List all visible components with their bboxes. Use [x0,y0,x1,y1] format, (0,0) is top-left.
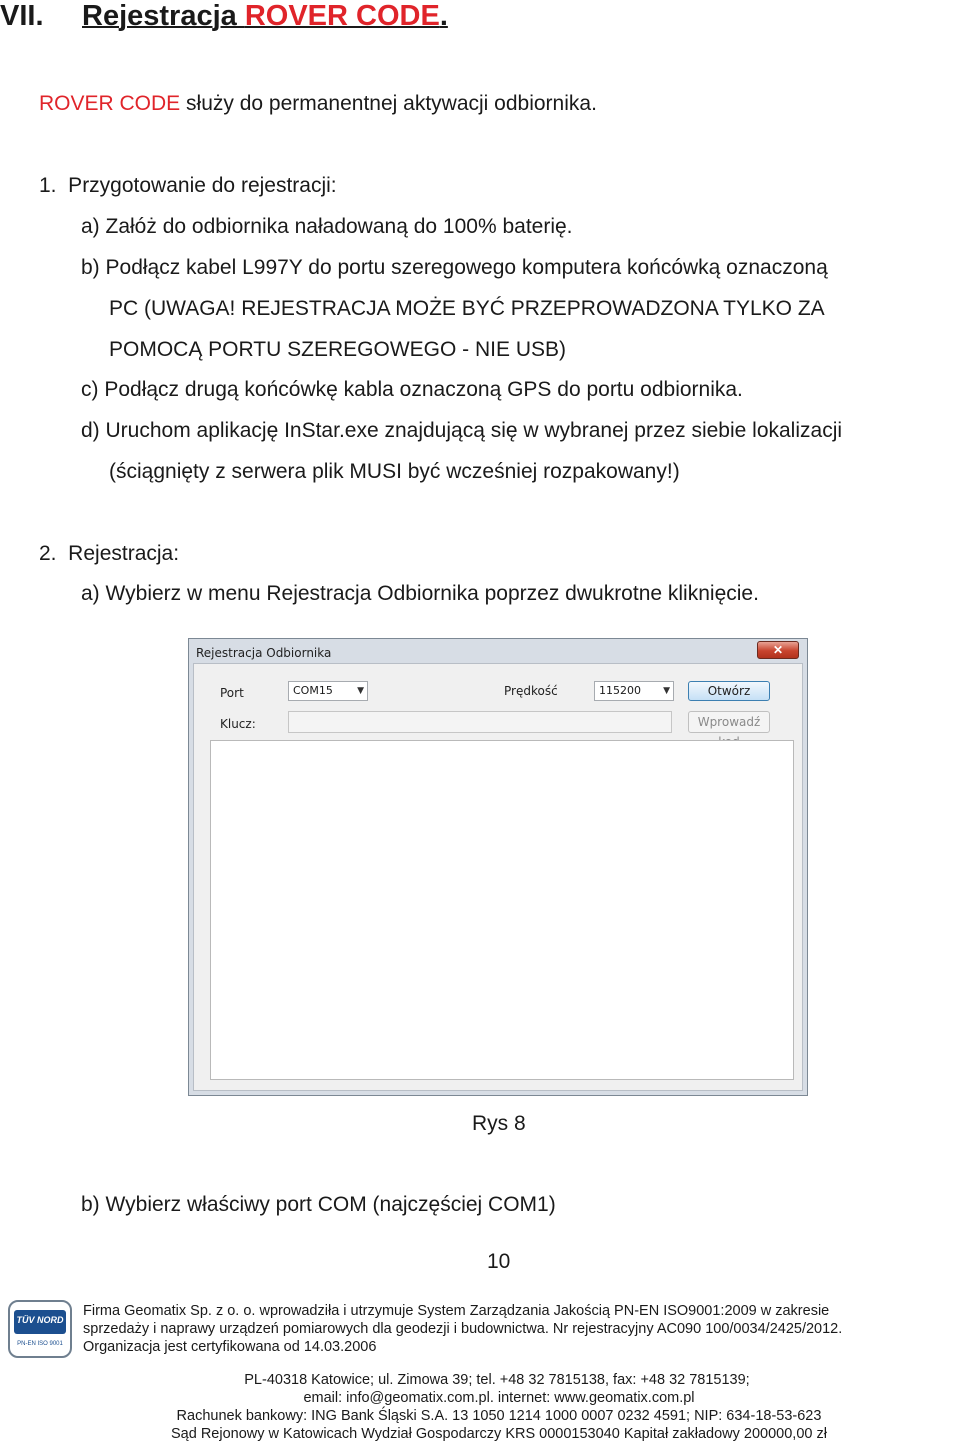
footer-cert-line1: Firma Geomatix Sp. z o. o. wprowadziła i utrzymuje System Zarządzania Jakością PN-EN ISO9001:2009 w zakresie [83,1303,830,1319]
step-2a: a) Wybierz w menu Rejestracja Odbiornika poprzez dwukrotne kliknięcie. [81,582,759,605]
section-number: VII. [0,0,44,32]
close-icon[interactable]: ✕ [757,641,799,659]
step-2b: b) Wybierz właściwy port COM (najczęściej COM1) [81,1193,556,1216]
speed-value: 115200 [599,684,641,697]
footer-contact: email: info@geomatix.com.pl. internet: www.geomatix.com.pl [303,1390,695,1406]
footer-bank: Rachunek bankowy: ING Bank Śląski S.A. 13 1050 1214 1000 0007 0232 4591; NIP: 634-18-53-623 [176,1408,822,1424]
logo-sub: PN-EN ISO 9001 [17,1341,63,1347]
key-input[interactable] [288,711,672,733]
intro-paragraph [39,92,597,116]
step-1a: a) Załóż do odbiornika naładowaną do 100% baterię. [81,215,573,238]
intro-product: ROVER CODE [39,92,181,115]
port-label: Port [220,686,244,700]
footer-registry: Sąd Rejonowy w Katowicach Wydział Gospodarczy KRS 0000153040 Kapitał zakładowy 200000,00 zł [171,1426,827,1442]
title-text: Rejestracja [82,0,245,32]
section-title [82,0,448,32]
section2-title: 2. Rejestracja: [39,542,180,565]
dialog-title: Rejestracja Odbiornika [196,646,332,660]
open-button[interactable]: Otwórz [688,681,770,701]
title-product: ROVER CODE [244,0,440,32]
dialog-panel [193,663,803,1091]
footer-cert-line2: sprzedaży i naprawy urządzeń pomiarowych dla geodezji i budownictwa. Nr rejestracyjny AC090 100/0034/2425/2012. [83,1321,843,1337]
tuv-logo [8,1300,72,1358]
speed-select[interactable] [594,681,674,701]
page-number: 10 [487,1250,511,1273]
step-1d-line1: d) Uruchom aplikację InStar.exe znajdującą się w wybranej przez siebie lokalizacji [81,419,843,442]
key-label: Klucz: [220,717,256,731]
log-area[interactable] [210,740,794,1080]
step-1b-line1: b) Podłącz kabel L997Y do portu szeregowego komputera końcówką oznaczoną [81,256,828,279]
step-1d-line2: (ściągnięty z serwera plik MUSI być wcześniej rozpakowany!) [109,460,680,483]
chevron-down-icon: ▼ [663,686,670,696]
registration-dialog [188,638,808,1096]
figure-caption: Rys 8 [472,1112,526,1135]
intro-text: służy do permanentnej aktywacji odbiornika. [180,92,597,115]
step-1b-line2: PC (UWAGA! REJESTRACJA MOŻE BYĆ PRZEPROWADZONA TYLKO ZA [109,297,825,320]
port-select[interactable] [288,681,368,701]
footer-address: PL-40318 Katowice; ul. Zimowa 39; tel. +48 32 7815138, fax: +48 32 7815139; [244,1372,750,1388]
step-1c: c) Podłącz drugą końcówkę kabla oznaczoną GPS do portu odbiornika. [81,378,743,401]
speed-label: Prędkość [504,684,558,698]
footer-cert-line3: Organizacja jest certyfikowana od 14.03.2006 [83,1339,377,1355]
port-value: COM15 [293,684,333,697]
title-dot: . [439,0,448,32]
logo-brand: TÜV NORD [16,1315,64,1325]
section1-title: 1. Przygotowanie do rejestracji: [39,174,337,197]
chevron-down-icon: ▼ [357,686,364,696]
enter-code-button[interactable]: Wprowadź [688,711,770,733]
step-1b-line3: POMOCĄ PORTU SZEREGOWEGO - NIE USB) [109,338,566,361]
